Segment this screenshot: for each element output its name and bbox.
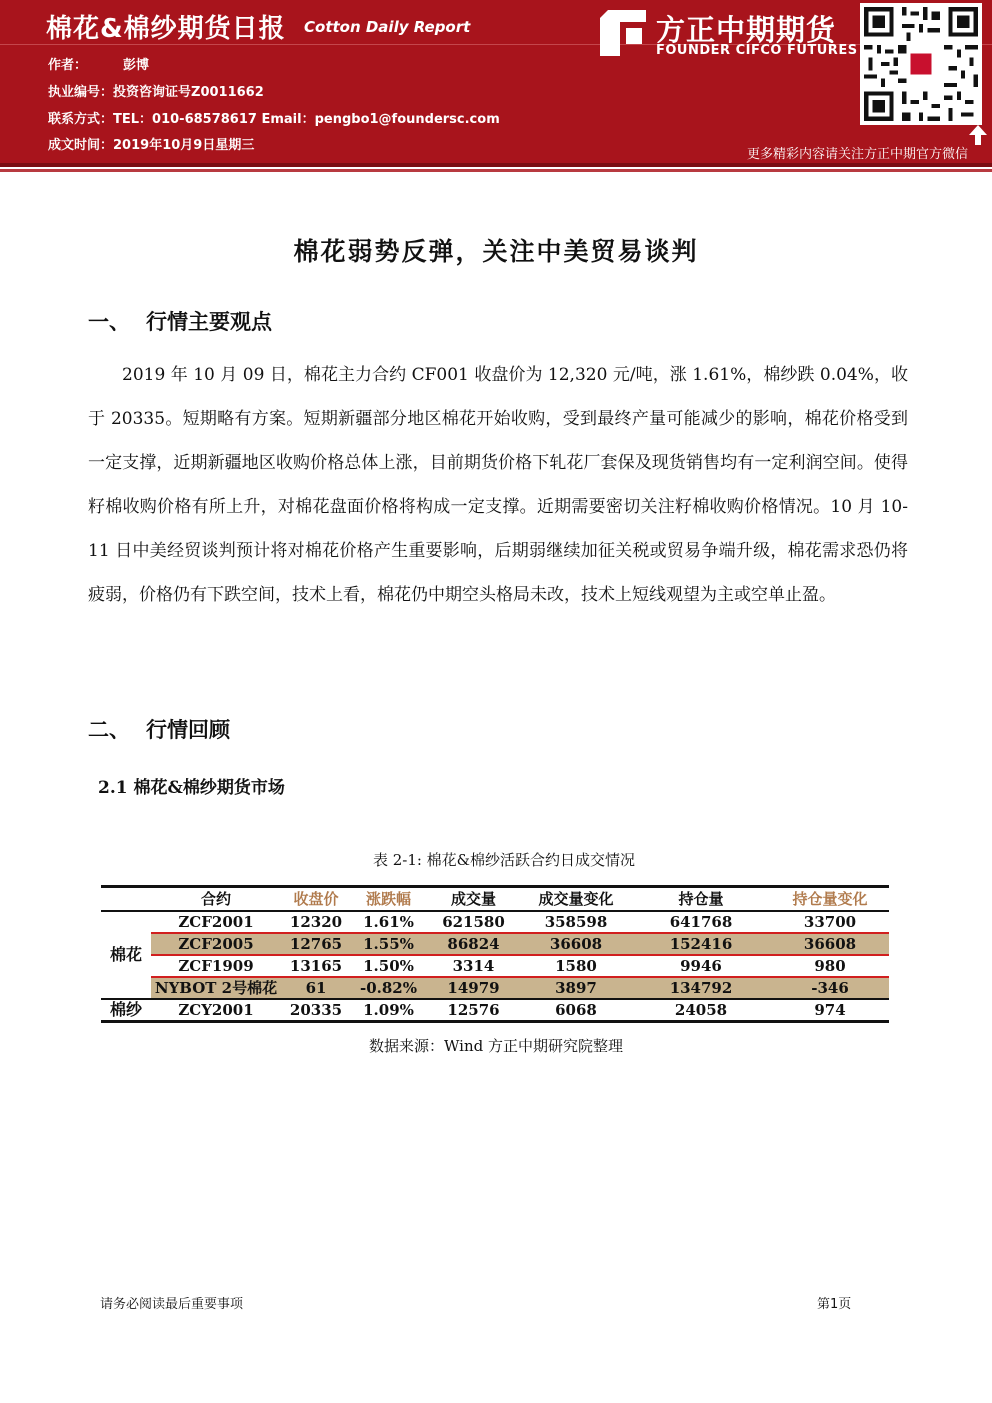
subsection-heading: 2.1 棉花&棉纱期货市场 — [98, 778, 285, 798]
table-header: 收盘价 — [281, 887, 351, 912]
header-bottom-rule — [0, 163, 992, 167]
section-number: 一、 — [88, 310, 130, 334]
table-row — [101, 977, 889, 999]
table-cell: ZCF1909 — [151, 955, 281, 977]
table-cell: 36608 — [521, 933, 631, 955]
license-row — [48, 81, 264, 100]
section-heading-1 — [88, 306, 272, 336]
qr-code-icon — [860, 3, 982, 125]
report-title: 棉花弱势反弹，关注中美贸易谈判 — [293, 237, 699, 266]
table-header: 成交量变化 — [521, 887, 631, 912]
report-date: 2019年10月9日星期三 — [113, 138, 255, 153]
table-cell: 9946 — [631, 955, 771, 977]
table-cell: 3897 — [521, 977, 631, 999]
table-cell: 980 — [771, 955, 889, 977]
table-header: 持仓量 — [631, 887, 771, 912]
logo-chinese-name: 方正中期期货 — [656, 13, 837, 47]
table-cell: -0.82% — [351, 977, 426, 999]
author-label: 作者： — [48, 58, 88, 73]
table-cell: ZCF2001 — [178, 913, 254, 931]
table-header: 合约 — [151, 887, 281, 912]
company-logo — [598, 8, 858, 60]
table-cell: 24058 — [631, 999, 771, 1022]
report-series-subtitle: Cotton Daily Report — [304, 18, 471, 36]
table-source-note: 数据来源：Wind 方正中期研究院整理 — [369, 1037, 623, 1055]
table-cell: 12320 — [289, 913, 343, 931]
table-header: 持仓量变化 — [771, 887, 889, 912]
wechat-follow-note: 更多精彩内容请关注方正中期官方微信 — [746, 147, 968, 162]
date-row — [48, 134, 254, 153]
section-title: 行情主要观点 — [146, 310, 272, 334]
date-label: 成文时间： — [48, 138, 114, 153]
table-cell: 3314 — [426, 955, 521, 977]
table-cell: 61 — [281, 977, 351, 999]
section-title: 行情回顾 — [146, 718, 230, 742]
table-cell: 6068 — [521, 999, 631, 1022]
founder-logo-icon — [598, 8, 648, 58]
table-cell: 1580 — [521, 955, 631, 977]
table-cell: 20335 — [281, 999, 351, 1022]
futures-trading-table — [101, 885, 889, 1023]
table-row — [101, 933, 889, 955]
author-name: 彭博 — [123, 58, 150, 73]
header-bottom-rule-thin — [0, 169, 992, 172]
table-cell: 621580 — [442, 913, 505, 931]
page-number: 第1页 — [817, 1297, 852, 1312]
table-cell: 12765 — [281, 933, 351, 955]
logo-english-name: FOUNDER CIFCO FUTURES — [656, 43, 858, 58]
table-cell: 152416 — [631, 933, 771, 955]
author-row — [48, 54, 149, 73]
table-caption: 表 2-1: 棉花&棉纱活跃合约日成交情况 — [372, 851, 636, 869]
license-label: 执业编号： — [48, 85, 114, 100]
table-row — [101, 955, 889, 977]
table-header-group — [101, 887, 151, 912]
table-cell: 1.09% — [351, 999, 426, 1022]
up-arrow-icon — [968, 124, 988, 146]
table-cell: 12576 — [426, 999, 521, 1022]
table-row — [101, 911, 889, 933]
market-view-paragraph: 2019 年 10 月 09 日，棉花主力合约 CF001 收盘价为 12,320 元/吨，涨 1.61%，棉纱跌 0.04%，收于 20335。短期略有方案。短期新疆部分地区棉花开始收购，受到最终产量可能减少的影响，棉花价格受到一定支撑，近期新疆地区收购价格总体上涨，目前期货价格下轧花厂套保及现货销售均有一定利润空间。使得籽棉收购价格有所上升，对棉花盘面价格将构成一定支撑。近期需要密切关注籽棉收购价格情况。10 月 10-11 日中美经贸谈判预计将对棉花价格产生重要影响，后期弱继续加征关税或贸易争端升级，棉花需求恐仍将疲弱，价格仍有下跌空间，技术上看，棉花仍中期空头格局未改，技术上短线观望为主或空单止盈。 — [88, 365, 908, 605]
table-cell: 36608 — [771, 933, 889, 955]
group-label-cotton: 棉花 — [109, 945, 142, 964]
table-cell: 974 — [771, 999, 889, 1022]
table-cell: 358598 — [544, 913, 608, 931]
wechat-qr-code — [860, 3, 982, 125]
section-heading-2 — [88, 714, 230, 744]
table-cell: -346 — [771, 977, 889, 999]
table-row — [101, 999, 889, 1022]
table-cell: 14979 — [426, 977, 521, 999]
table-cell: ZCF2005 — [151, 933, 281, 955]
report-series-title: 棉花&棉纱期货日报 — [46, 14, 286, 44]
contact-label: 联系方式： — [48, 112, 114, 127]
table-cell: 1.50% — [351, 955, 426, 977]
table-cell: ZCY2001 — [151, 999, 281, 1022]
table-header: 涨跌幅 — [351, 887, 426, 912]
group-label-yarn: 棉纱 — [101, 999, 151, 1022]
table-cell: 86824 — [426, 933, 521, 955]
table-cell: 1.55% — [351, 933, 426, 955]
table-cell: 13165 — [281, 955, 351, 977]
table-cell: 134792 — [631, 977, 771, 999]
table-cell: 641768 — [669, 913, 733, 931]
table-header: 成交量 — [426, 887, 521, 912]
section-number: 二、 — [88, 718, 130, 742]
table-cell: 33700 — [803, 913, 857, 931]
table-cell: NYBOT 2号棉花 — [151, 977, 281, 999]
license-number: 投资咨询证号Z0011662 — [113, 85, 264, 100]
report-header — [0, 0, 992, 163]
contact-info: TEL：010-68578617 Email：pengbo1@foundersc.com — [113, 112, 500, 127]
footer-notice: 请务必阅读最后重要事项 — [100, 1297, 244, 1312]
table-cell: 1.61% — [363, 913, 414, 931]
contact-row — [48, 108, 500, 127]
table-header-row — [101, 887, 889, 912]
